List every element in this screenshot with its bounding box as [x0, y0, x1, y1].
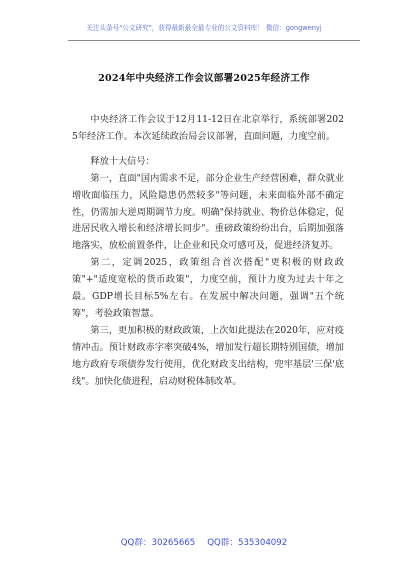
header-banner: 关注头条号"公文研究"，获得最新最全最专业的公文资料库！ 微信：gongwenyj — [86, 24, 322, 32]
paragraph-second: 第二，定调2025，政策组合首次搭配"更积极的财政政策"+"适度宽松的货币政策"，力度空前，预计力度为过去十年之最。GDP增长目标5%左右。在发展中解决问题，强调"五个统筹"，考验政策智慧。 — [72, 257, 344, 319]
qq-group-second: QQ群：535304092 — [207, 538, 288, 548]
paragraph-intro: 中央经济工作会议于12月11-12日在北京举行，系统部署2025年经济工作。本次延续政治局会议部署，直面问题，力度空前。 — [72, 114, 344, 142]
header-divider — [68, 40, 360, 41]
paragraph-first: 第一，直面"国内需求不足，部分企业生产经营困难，群众就业增收面临压力，风险隐患仍然较多"等问题，未来面临外部不确定性，仍需加大逆周期调节力度。明确"保持就业、物价总体稳定，促进居民收入增长和经济增长同步"。重磅政策纷纷出台，后期加强落地落实，放松前置条件，让企业和民众可感可及，促进经济复苏。 — [72, 172, 344, 252]
document-body — [72, 112, 344, 391]
paragraph-signals-heading: 释放十大信号： — [90, 155, 155, 167]
qq-group-first: QQ群：30265665 — [120, 538, 196, 548]
document-title: 2024年中央经济工作会议部署2025年经济工作 — [98, 73, 310, 84]
paragraph-third: 第三，更加积极的财政政策，上次如此提法在2020年，应对疫情冲击。预计财政赤字率突破4%，增加发行超长期特别国债，增加地方政府专项债券发行使用，优化财政支出结构，兜牢基层'三保'底线"。加快化债进程，启动财税体制改革。 — [72, 324, 344, 387]
footer-contact — [0, 536, 408, 548]
